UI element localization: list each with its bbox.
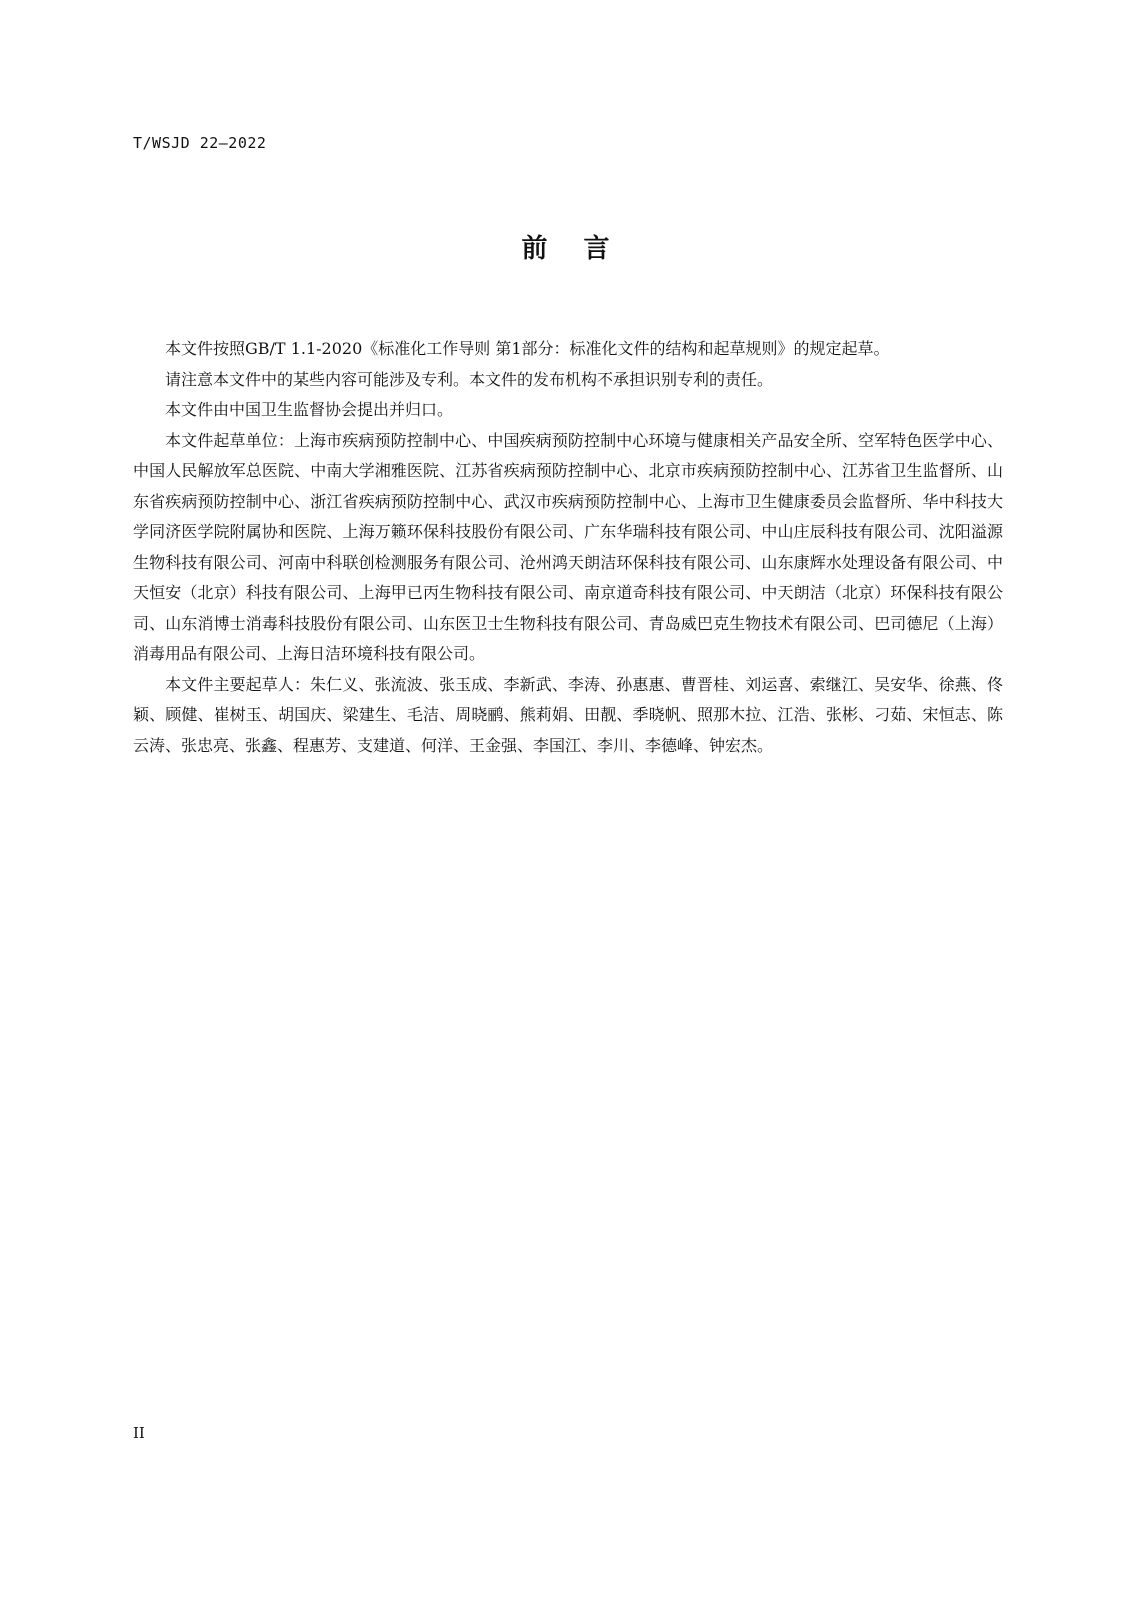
paragraph-proposer: 本文件由中国卫生监督协会提出并归口。 [165,400,454,419]
foreword-body [133,334,1003,761]
page-number: II [133,1424,145,1442]
paragraph-drafting-rules: 本文件按照GB/T 1.1-2020《标准化工作导则 第1部分：标准化文件的结构和起草规则》的规定起草。 [165,339,890,358]
paragraph-drafting-units: 本文件起草单位：上海市疾病预防控制中心、中国疾病预防控制中心环境与健康相关产品安全所、空军特色医学中心、中国人民解放军总医院、中南大学湘雅医院、江苏省疾病预防控制中心、北京市疾病预防控制中心、江苏省卫生监督所、山东省疾病预防控制中心、浙江省疾病预防控制中心、武汉市疾病预防控制中心、上海市卫生健康委员会监督所、华中科技大学同济医学院附属协和医院、上海万籁环保科技股份有限公司、广东华瑞科技有限公司、中山庄辰科技有限公司、沈阳溢源生物科技有限公司、河南中科联创检测服务有限公司、沧州鸿天朗洁环保科技有限公司、山东康辉水处理设备有限公司、中天恒安（北京）科技有限公司、上海甲已丙生物科技有限公司、南京道奇科技有限公司、中天朗洁（北京）环保科技有限公司、山东消博士消毒科技股份有限公司、山东医卫士生物科技有限公司、青岛威巴克生物技术有限公司、巴司德尼（上海）消毒用品有限公司、上海日洁环境科技有限公司。 [133,430,1003,663]
page-title: 前言 [521,234,646,264]
standard-code: T/WSJD 22—2022 [133,134,267,152]
paragraph-drafters: 本文件主要起草人：朱仁义、张流波、张玉成、李新武、李涛、孙惠惠、曹晋桂、刘运喜、索继江、吴安华、徐燕、佟颖、顾健、崔树玉、胡国庆、梁建生、毛洁、周晓鹂、熊莉娟、田靓、季晓帆、照那木拉、江浩、张彬、刁茹、宋恒志、陈云涛、张忠亮、张鑫、程惠芳、支建道、何洋、王金强、李国江、李川、李德峰、钟宏杰。 [133,674,1003,755]
paragraph-patent-notice: 请注意本文件中的某些内容可能涉及专利。本文件的发布机构不承担识别专利的责任。 [165,369,774,389]
